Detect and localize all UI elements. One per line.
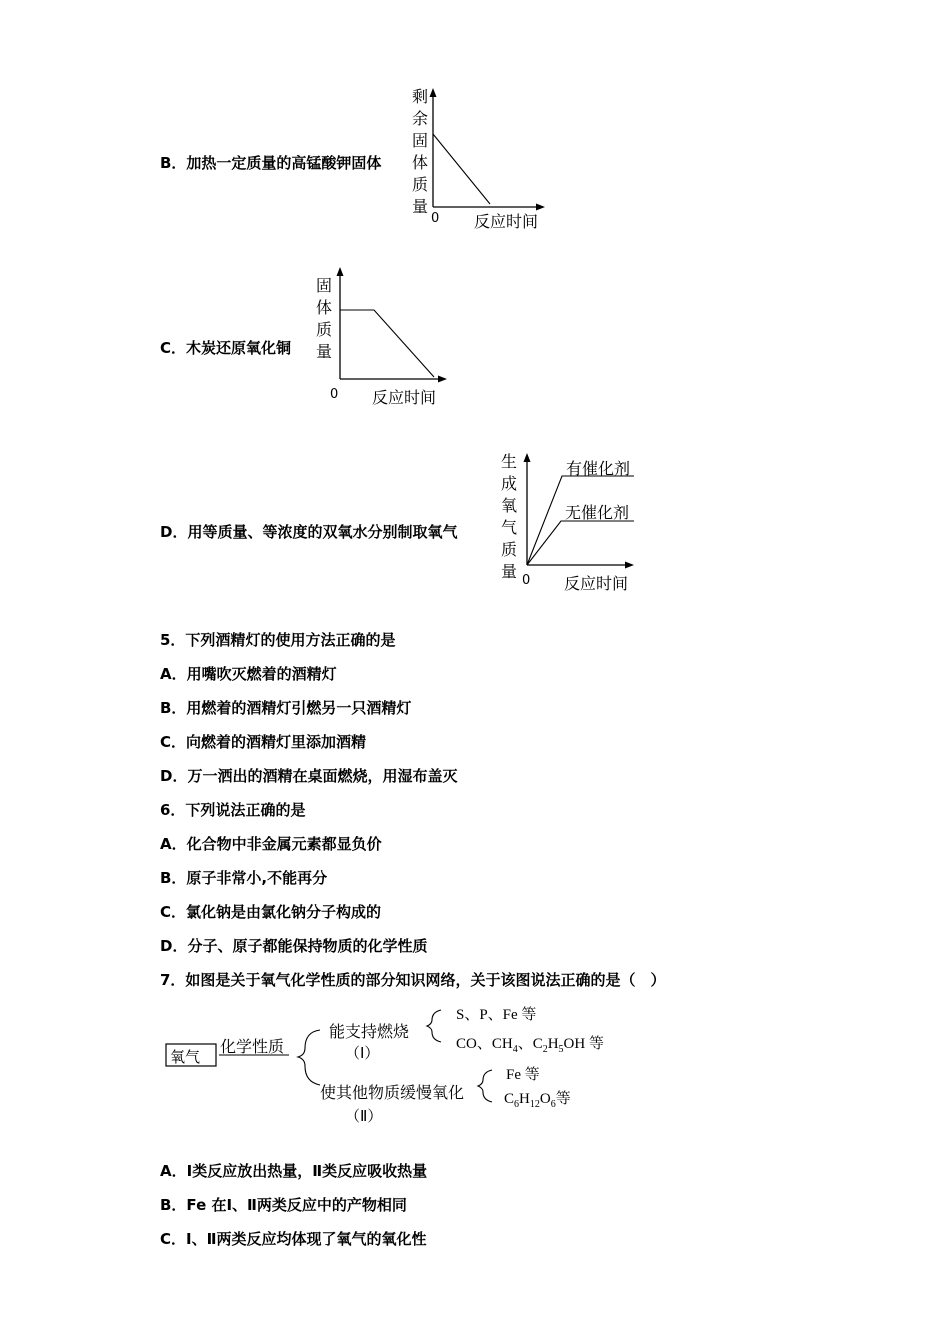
q7-option-a: A．Ⅰ类反应放出热量，Ⅱ类反应吸收热量: [160, 1162, 428, 1180]
oxygen-box-label: 氧气: [170, 1048, 201, 1066]
ylabel-char: 固: [411, 131, 428, 150]
curve-line: [433, 134, 490, 204]
q4-option-b: B．加热一定质量的高锰酸钾固体: [160, 154, 382, 172]
x-axis-label: 反应时间: [372, 388, 437, 407]
ylabel-char: 质: [500, 540, 517, 559]
origin-label: 0: [522, 573, 531, 588]
branch-2-tag: （Ⅱ）: [345, 1107, 383, 1125]
x-arrow: [438, 376, 447, 383]
branch-1-item-1: S、P、Fe 等: [456, 1007, 537, 1023]
q6-option-a: A．化合物中非金属元素都显负价: [160, 835, 382, 853]
ylabel-char: 固: [315, 276, 332, 295]
origin-label: 0: [330, 387, 339, 402]
ylabel-char: 质: [411, 175, 428, 194]
graph-d-ylabel: [499, 451, 519, 583]
graph-c-ylabel: [314, 275, 334, 363]
catalyst-label: 有催化剂: [566, 459, 631, 478]
ylabel-char: 体: [411, 153, 428, 172]
branch-1-label: 能支持燃烧: [329, 1022, 410, 1041]
q5-stem: 5．下列酒精灯的使用方法正确的是: [160, 631, 396, 649]
origin-label: 0: [431, 211, 440, 226]
q4-option-d: D．用等质量、等浓度的双氧水分别制取氧气: [160, 523, 458, 541]
ylabel-char: 生: [500, 452, 517, 471]
ylabel-char: 气: [500, 518, 517, 537]
q7-option-b: B．Fe 在Ⅰ、Ⅱ两类反应中的产物相同: [160, 1196, 407, 1214]
q6-option-c: C．氯化钠是由氯化钠分子构成的: [160, 903, 382, 921]
x-axis-label: 反应时间: [564, 574, 629, 593]
ylabel-char: 氧: [500, 496, 517, 515]
q5-option-b: B．用燃着的酒精灯引燃另一只酒精灯: [160, 699, 412, 717]
x-axis-label: 反应时间: [474, 212, 539, 231]
chemical-property-label: 化学性质: [220, 1037, 285, 1056]
q6-stem: 6．下列说法正确的是: [160, 801, 306, 819]
no-catalyst-label: 无催化剂: [565, 503, 630, 522]
ylabel-char: 质: [315, 320, 332, 339]
x-arrow: [625, 562, 634, 569]
q6-option-d: D．分子、原子都能保持物质的化学性质: [160, 937, 428, 955]
q4-option-c: C．木炭还原氧化铜: [160, 339, 292, 357]
q6-option-b: B．原子非常小,不能再分: [160, 869, 328, 887]
q5-option-a: A．用嘴吹灭燃着的酒精灯: [160, 665, 337, 683]
ylabel-char: 余: [411, 109, 428, 128]
branch-2-item-2: $C_6H_{12}O_6$等: [504, 1091, 571, 1110]
q7-option-c: C．Ⅰ、Ⅱ两类反应均体现了氧气的氧化性: [160, 1230, 427, 1248]
q7-stem: 7．如图是关于氧气化学性质的部分知识网络，关于该图说法正确的是（ ）: [160, 971, 666, 989]
y-arrow: [430, 88, 437, 97]
no-catalyst-line: [527, 521, 634, 565]
branch-2-label: 使其他物质缓慢氧化: [320, 1083, 465, 1102]
ylabel-char: 剩: [411, 87, 428, 106]
brace-1: [427, 1010, 441, 1042]
main-brace: [298, 1030, 320, 1085]
ylabel-char: 成: [500, 474, 517, 493]
branch-1-item-2: CO、$CH_4$、$C_2H_5OH$ 等: [456, 1036, 604, 1055]
ylabel-char: 量: [500, 562, 517, 581]
curve-line: [340, 310, 434, 377]
graph-b-ylabel: [410, 86, 430, 218]
brace-2: [478, 1070, 492, 1102]
ylabel-char: 体: [315, 298, 332, 317]
branch-1-tag: （Ⅰ）: [345, 1044, 380, 1062]
ylabel-char: 量: [411, 197, 428, 216]
branch-2-item-1: Fe 等: [506, 1067, 540, 1083]
y-arrow: [337, 267, 344, 276]
ylabel-char: 量: [315, 342, 332, 361]
q5-option-c: C．向燃着的酒精灯里添加酒精: [160, 733, 367, 751]
y-arrow: [524, 453, 531, 462]
q5-option-d: D．万一洒出的酒精在桌面燃烧，用湿布盖灭: [160, 767, 458, 785]
